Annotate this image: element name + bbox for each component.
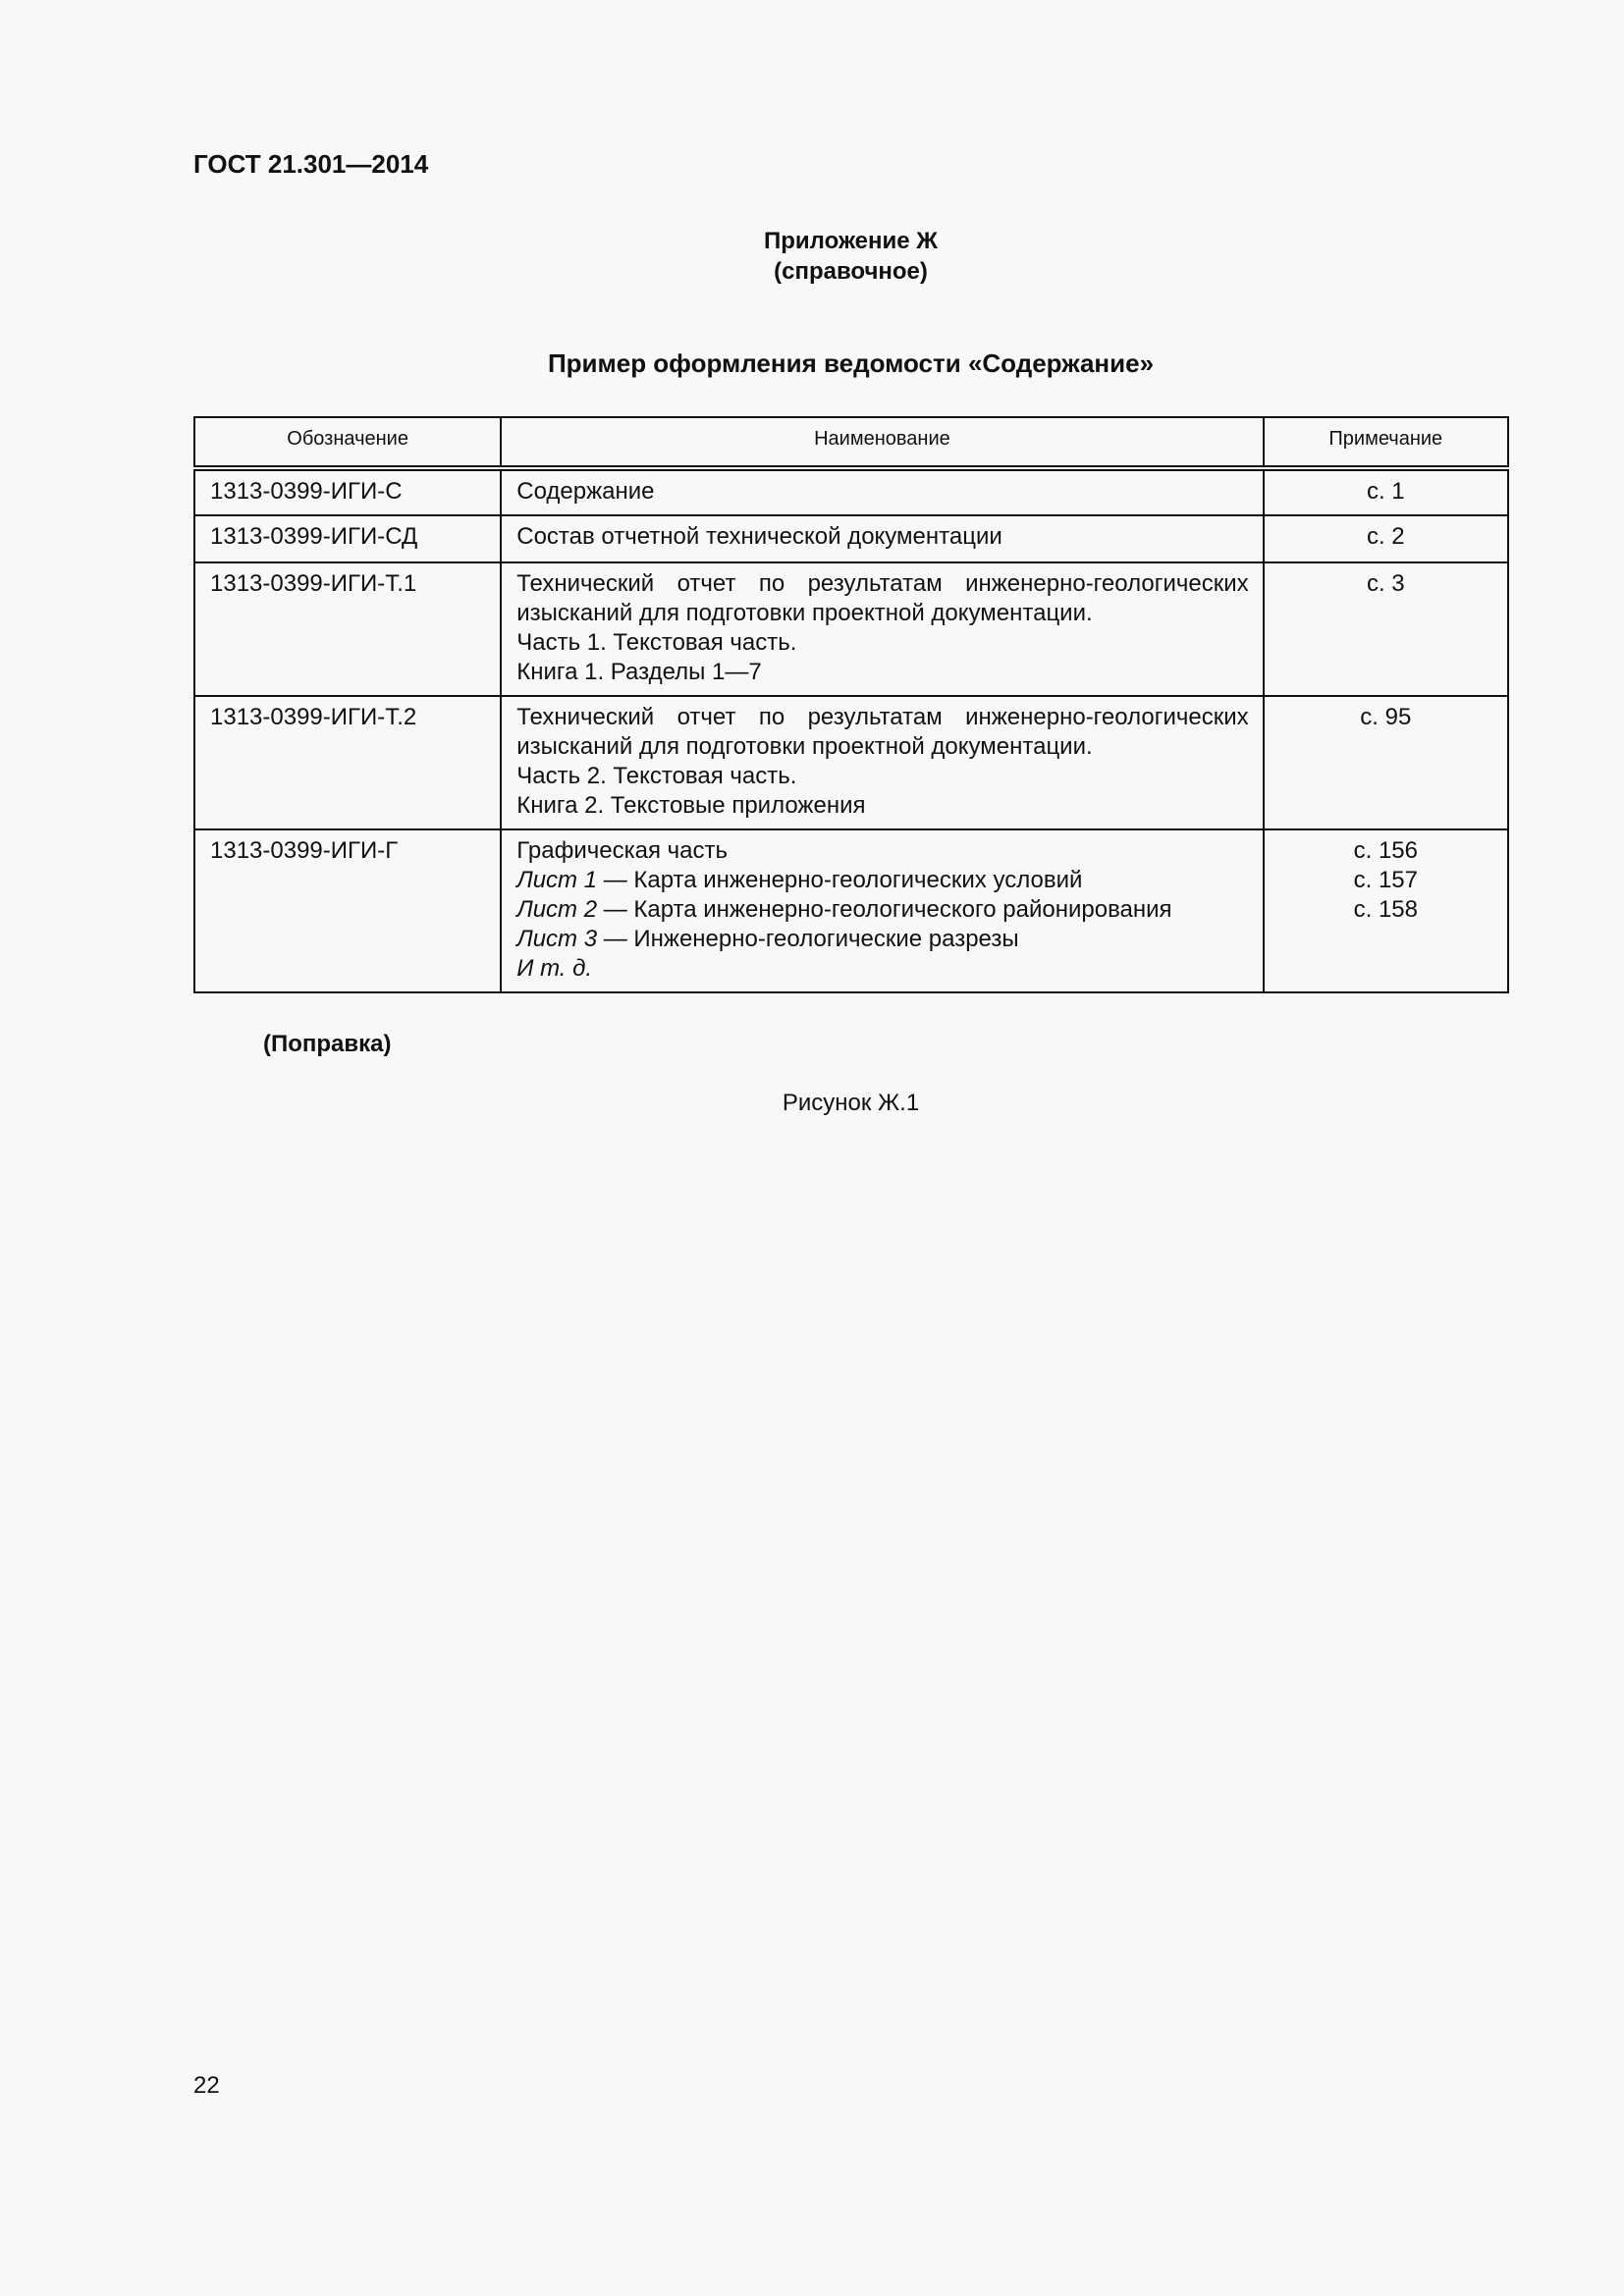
sheet-text: — Карта инженерно-геологического районирования — [597, 896, 1172, 923]
sheet-label: Лист 3 — [516, 926, 598, 952]
page-number: 22 — [193, 2072, 220, 2099]
name-line: Технический отчет по результатам инженерно-геологических изысканий для подготовки проектной документации. — [516, 570, 1249, 626]
table-header-row — [194, 417, 1508, 468]
sheet-label: Лист 2 — [516, 896, 598, 923]
cell-code: 1313-0399-ИГИ-Т.2 — [194, 696, 501, 829]
note-line: с. 156 — [1353, 837, 1418, 864]
name-line: Книга 1. Разделы 1—7 — [516, 659, 762, 685]
cell-name: Состав отчетной технической документации — [501, 515, 1263, 562]
cell-name — [501, 829, 1263, 992]
appendix-title: Приложение Ж — [764, 228, 938, 254]
name-line: Графическая часть — [516, 837, 728, 864]
cell-name — [501, 696, 1263, 829]
sheet-label: Лист 1 — [516, 867, 598, 893]
name-line: Часть 1. Текстовая часть. — [516, 629, 797, 656]
table-row — [194, 468, 1508, 515]
sheet-text: — Инженерно-геологические разрезы — [597, 926, 1019, 952]
note-line: с. 157 — [1353, 867, 1418, 893]
sheet-text: — Карта инженерно-геологических условий — [597, 867, 1083, 893]
sheet-line — [516, 895, 1248, 925]
cell-name: Содержание — [501, 468, 1263, 515]
figure-caption: Рисунок Ж.1 — [782, 1090, 920, 1116]
cell-name — [501, 562, 1263, 696]
correction-note: (Поправка) — [263, 1031, 392, 1057]
cell-note — [1264, 829, 1508, 992]
cell-note: с. 95 — [1264, 696, 1508, 829]
cell-note: с. 2 — [1264, 515, 1508, 562]
note-line: с. 158 — [1353, 896, 1418, 923]
cell-code: 1313-0399-ИГИ-Т.1 — [194, 562, 501, 696]
etc-line: И т. д. — [516, 955, 593, 982]
table-row — [194, 829, 1508, 992]
table-row — [194, 562, 1508, 696]
cell-code: 1313-0399-ИГИ-С — [194, 468, 501, 515]
sheet-line — [516, 866, 1248, 895]
table-row — [194, 696, 1508, 829]
sheet-line — [516, 925, 1248, 954]
cell-note: с. 3 — [1264, 562, 1508, 696]
name-line: Книга 2. Текстовые приложения — [516, 792, 866, 819]
cell-note: с. 1 — [1264, 468, 1508, 515]
name-line: Часть 2. Текстовая часть. — [516, 763, 797, 789]
header-name: Наименование — [501, 417, 1263, 468]
header-note: Примечание — [1264, 417, 1508, 468]
appendix-heading — [0, 226, 1624, 287]
appendix-kind: (справочное) — [774, 258, 928, 285]
header-designation: Обозначение — [194, 417, 501, 468]
section-title: Пример оформления ведомости «Содержание» — [547, 348, 1155, 378]
contents-table — [193, 416, 1509, 993]
cell-code: 1313-0399-ИГИ-СД — [194, 515, 501, 562]
cell-code: 1313-0399-ИГИ-Г — [194, 829, 501, 992]
name-line: Технический отчет по результатам инженерно-геологических изысканий для подготовки проектной документации. — [516, 704, 1249, 760]
document-standard-number: ГОСТ 21.301—2014 — [193, 149, 429, 179]
table-row — [194, 515, 1508, 562]
